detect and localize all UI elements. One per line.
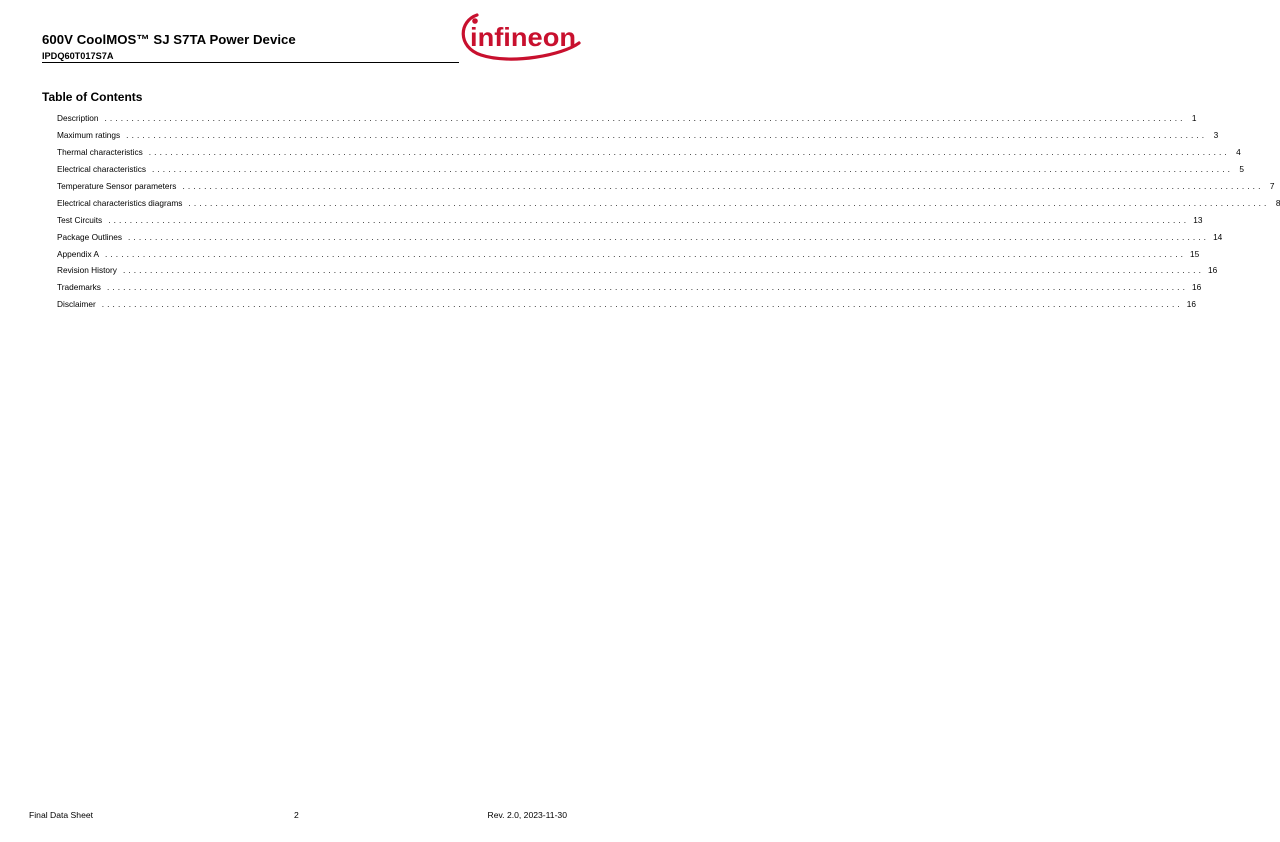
toc-leader-dots: ........................................................................................................................................................................................................ xyxy=(128,231,1210,242)
toc-entry[interactable] xyxy=(57,264,1218,281)
toc-entry-page[interactable]: 16 xyxy=(1186,299,1196,310)
toc-entry-page[interactable]: 8 xyxy=(1275,197,1280,208)
toc-entry-label[interactable]: Package Outlines xyxy=(57,231,123,242)
toc-entry-label[interactable]: Description xyxy=(57,113,99,123)
toc-leader-dots: ........................................................................................................................................................................................................ xyxy=(182,180,1264,191)
part-number: IPDQ60T017S7A xyxy=(42,51,114,61)
toc-entry[interactable] xyxy=(57,180,1275,197)
toc-entry[interactable] xyxy=(57,231,1223,248)
footer-page-number: 2 xyxy=(294,810,299,820)
toc-entry-page[interactable]: 16 xyxy=(1191,282,1202,293)
toc-leader-dots: ........................................................................................................................................................................................................ xyxy=(188,197,1270,208)
toc-leader-dots: ........................................................................................................................................................................................................ xyxy=(148,146,1230,157)
toc-entry[interactable] xyxy=(57,248,1200,265)
toc-entry-page[interactable]: 7 xyxy=(1269,180,1275,191)
infineon-logo xyxy=(455,9,581,61)
toc-heading: Table of Contents xyxy=(42,90,143,104)
toc-entry-label[interactable]: Revision History xyxy=(57,265,117,276)
toc-entry[interactable] xyxy=(57,281,1202,298)
document-title: 600V CoolMOS™ SJ S7TA Power Device xyxy=(42,32,296,47)
toc-entry-page[interactable]: 13 xyxy=(1193,214,1203,225)
toc-entry-page[interactable]: 1 xyxy=(1191,113,1197,123)
toc-entry[interactable] xyxy=(57,112,1197,129)
header-divider xyxy=(42,62,459,63)
toc-entry-page[interactable]: 15 xyxy=(1190,248,1200,259)
toc-entry-label[interactable]: Electrical characteristics xyxy=(57,163,146,174)
toc-entry-label[interactable]: Trademarks xyxy=(57,282,101,293)
toc-entry[interactable] xyxy=(57,129,1219,146)
logo-wordmark: infineon xyxy=(470,22,576,52)
toc-leader-dots: ........................................................................................................................................................................................................ xyxy=(104,248,1187,259)
toc-leader-dots: ........................................................................................................................................................................................................ xyxy=(104,113,1186,123)
footer-doc-type: Final Data Sheet xyxy=(29,810,94,820)
toc-entry[interactable] xyxy=(57,197,1280,214)
toc-entry[interactable] xyxy=(57,163,1245,180)
toc-entry[interactable] xyxy=(57,146,1241,163)
toc-entry-label[interactable]: Test Circuits xyxy=(57,214,103,225)
table-of-contents xyxy=(57,112,1280,315)
toc-leader-dots: ........................................................................................................................................................................................................ xyxy=(106,282,1188,293)
toc-entry-label[interactable]: Electrical characteristics diagrams xyxy=(57,197,183,208)
toc-entry[interactable] xyxy=(57,214,1203,231)
toc-entry-label[interactable]: Temperature Sensor parameters xyxy=(57,180,177,191)
toc-leader-dots: ........................................................................................................................................................................................................ xyxy=(126,129,1208,140)
toc-entry-page[interactable]: 14 xyxy=(1213,231,1223,242)
toc-leader-dots: ........................................................................................................................................................................................................ xyxy=(152,163,1234,174)
toc-leader-dots: ........................................................................................................................................................................................................ xyxy=(122,265,1204,276)
toc-entry-label[interactable]: Disclaimer xyxy=(57,299,96,310)
footer-revision: Rev. 2.0, 2023-11-30 xyxy=(487,810,567,820)
toc-leader-dots: ........................................................................................................................................................................................................ xyxy=(108,214,1190,225)
toc-leader-dots: ........................................................................................................................................................................................................ xyxy=(101,299,1183,310)
toc-entry-label[interactable]: Maximum ratings xyxy=(57,129,121,140)
toc-entry[interactable] xyxy=(57,298,1196,315)
toc-entry-label[interactable]: Thermal characteristics xyxy=(57,146,143,157)
toc-entry-page[interactable]: 5 xyxy=(1239,163,1245,174)
toc-entry-label[interactable]: Appendix A xyxy=(57,248,99,259)
toc-entry-page[interactable]: 16 xyxy=(1207,265,1218,276)
toc-entry-page[interactable]: 3 xyxy=(1213,129,1219,140)
toc-entry-page[interactable]: 4 xyxy=(1236,146,1241,157)
